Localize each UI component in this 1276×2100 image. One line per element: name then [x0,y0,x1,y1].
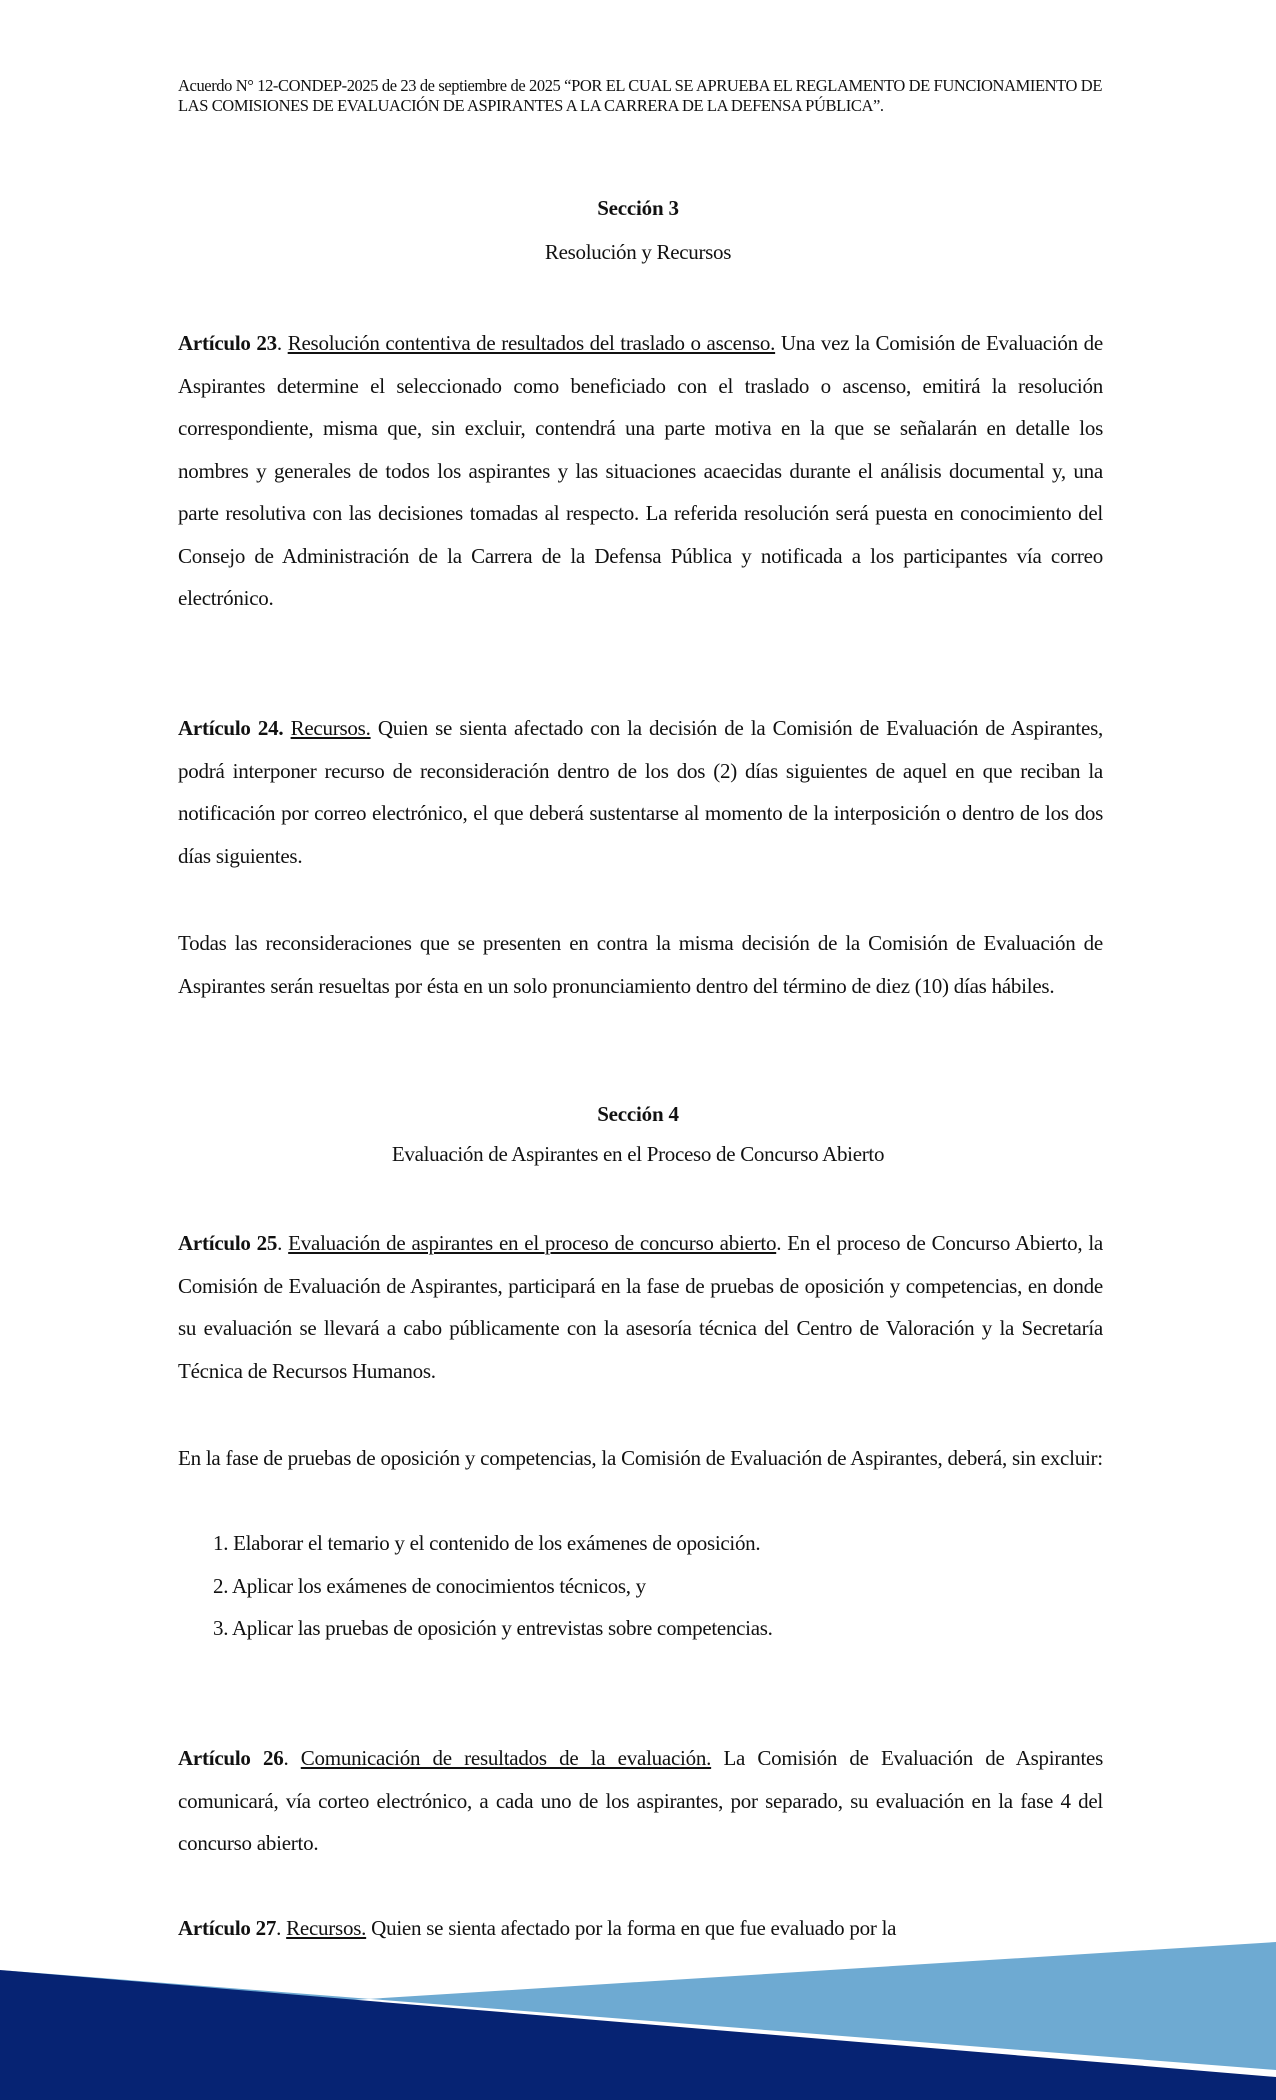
article-25-paragraph-2: En la fase de pruebas de oposición y competencias, la Comisión de Evaluación de Aspirantes, deberá, sin excluir: [178,1446,1103,1470]
article-26-heading: Comunicación de resultados de la evaluación. [300,1746,712,1770]
separator: . [276,331,288,355]
article-27-heading: Recursos. [286,1916,367,1940]
article-25-body: . En el proceso de Concurso Abierto, la Comisión de Evaluación de Aspirantes, participará en la fase de pruebas de oposición y competencias, en donde su evaluación se llevará a cabo públicamente con la asesoría técnica del Centro de Valoración y la Secretaría Técnica de Recursos Humanos. [178,1231,1104,1383]
article-27-body: Quien se sienta afectado por la forma en que fue evaluado por la [366,1916,897,1940]
article-26-label: Artículo 26 [178,1746,284,1770]
separator [283,716,290,740]
article-25-heading: Evaluación de aspirantes en el proceso de concurso abierto [288,1231,777,1255]
article-24-label: Artículo 24. [178,716,284,740]
article-24-paragraph-2: Todas las reconsideraciones que se presenten en contra la misma decisión de la Comisión de Evaluación de Aspirantes serán resueltas por ésta en un solo pronunciamiento dentro del término de diez (10) días hábiles. [178,931,1103,998]
separator: . [277,1231,289,1255]
article-24-heading: Recursos. [290,716,371,740]
section-4-title: Sección 4 [597,1102,679,1126]
document-header: Acuerdo N° 12-CONDEP-2025 de 23 de septiembre de 2025 “POR EL CUAL SE APRUEBA EL REGLAMENTO DE FUNCIONAMIENTO DE LAS COMISIONES DE EVALUACIÓN DE ASPIRANTES A LA CARRERA DE LA DEFENSA PÚBLICA”. [178,76,1102,115]
list-item: 2. Aplicar los exámenes de conocimientos técnicos, y [213,1573,646,1598]
article-26-body: La Comisión de Evaluación de Aspirantes comunicará, vía corteo electrónico, a cada uno de los aspirantes, por separado, su evaluación en la fase 4 del concurso abierto. [178,1746,1104,1855]
article-23 [178,322,1103,620]
article-23-body: Una vez la Comisión de Evaluación de Aspirantes determine el seleccionado como beneficiado con el traslado o ascenso, emitirá la resolución correspondiente, misma que, sin excluir, contendrá una parte motiva en la que se señalarán en detalle los nombres y generales de todos los aspirantes y las situaciones acaecidas durante el análisis documental y, una parte resolutiva con las decisiones tomadas al respecto. La referida resolución será puesta en conocimiento del Consejo de Administración de la Carrera de la Defensa Pública y notificada a los participantes vía correo electrónico. [178,331,1104,610]
article-27-label: Artículo 27 [178,1916,277,1940]
article-23-heading: Resolución contentiva de resultados del traslado o ascenso. [287,331,776,355]
article-24 [178,707,1103,877]
section-3-subtitle: Resolución y Recursos [544,240,732,264]
section-4-subtitle: Evaluación de Aspirantes en el Proceso de Concurso Abierto [391,1142,885,1166]
article-23-label: Artículo 23 [178,331,277,355]
list-item: 1. Elaborar el temario y el contenido de los exámenes de oposición. [213,1531,761,1555]
footer-decoration [0,1930,1276,2100]
separator: . [276,1916,287,1940]
article-25-list [213,1522,1093,1650]
section-3-title: Sección 3 [597,196,679,220]
list-item: 3. Aplicar las pruebas de oposición y entrevistas sobre competencias. [213,1616,773,1640]
separator: . [283,1746,301,1770]
article-26 [178,1737,1103,1865]
article-25 [178,1222,1103,1392]
article-25-label: Artículo 25 [178,1231,278,1255]
article-24-body: Quien se sienta afectado con la decisión de la Comisión de Evaluación de Aspirantes, podrá interponer recurso de reconsideración dentro de los dos (2) días siguientes de aquel en que reciban la notificación por correo electrónico, el que deberá sustentarse al momento de la interposición o dentro de los dos días siguientes. [178,716,1104,868]
